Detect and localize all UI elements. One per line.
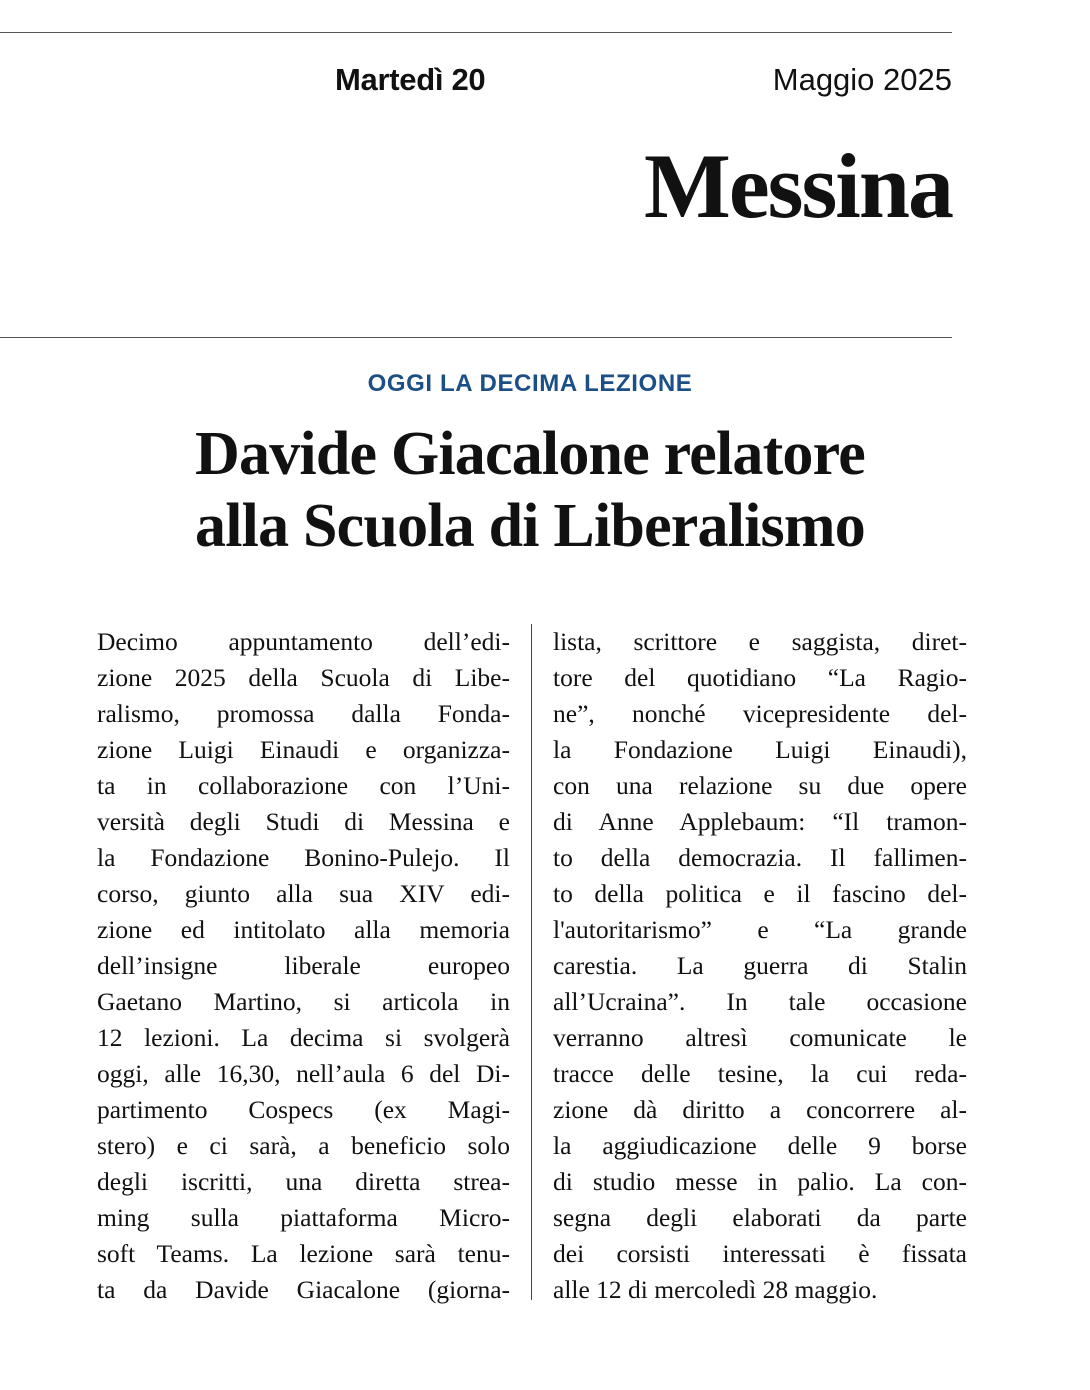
text-line: di Anne Applebaum: “Il tramon- xyxy=(553,807,967,836)
section-title: Messina xyxy=(644,135,952,237)
text-line: verranno altresì comunicate le xyxy=(553,1023,967,1052)
text-line: lista, scrittore e saggista, diret- xyxy=(553,627,967,656)
text-line: Decimo appuntamento dell’edi- xyxy=(97,627,510,656)
text-line: oggi, alle 16,30, nell’aula 6 del Di- xyxy=(97,1059,510,1088)
headline-line: alla Scuola di Liberalismo xyxy=(195,492,865,560)
text-line: ralismo, promossa dalla Fonda- xyxy=(97,699,510,728)
top-rule xyxy=(0,32,952,33)
text-line: corso, giunto alla sua XIV edi- xyxy=(97,879,510,908)
text-line: carestia. La guerra di Stalin xyxy=(553,951,967,980)
text-line: zione Luigi Einaudi e organizza- xyxy=(97,735,510,764)
text-line: 12 lezioni. La decima si svolgerà xyxy=(97,1023,510,1052)
article-column-right xyxy=(553,624,967,1308)
text-line: dell’insigne liberale europeo xyxy=(97,951,510,980)
text-line: zione 2025 della Scuola di Libe- xyxy=(97,663,510,692)
text-line: Gaetano Martino, si articola in xyxy=(97,987,510,1016)
article-column-left xyxy=(97,624,510,1308)
text-line: versità degli Studi di Messina e xyxy=(97,807,510,836)
text-line: soft Teams. La lezione sarà tenu- xyxy=(97,1239,510,1268)
text-line: all’Ucraina”. In tale occasione xyxy=(553,987,967,1016)
text-line: partimento Cospecs (ex Magi- xyxy=(97,1095,510,1124)
text-line: ta da Davide Giacalone (giorna- xyxy=(97,1275,510,1304)
text-line: dei corsisti interessati è fissata xyxy=(553,1239,967,1268)
text-line: ne”, nonché vicepresidente del- xyxy=(553,699,967,728)
text-line: to della democrazia. Il fallimen- xyxy=(553,843,967,872)
text-line: la Fondazione Luigi Einaudi), xyxy=(553,735,967,764)
column-divider xyxy=(531,624,532,1300)
text-line: tore del quotidiano “La Ragio- xyxy=(553,663,967,692)
text-line: to della politica e il fascino del- xyxy=(553,879,967,908)
text-line: segna degli elaborati da parte xyxy=(553,1203,967,1232)
article-kicker: OGGI LA DECIMA LEZIONE xyxy=(367,370,693,397)
text-line: alle 12 di mercoledì 28 maggio. xyxy=(553,1275,878,1304)
text-line: con una relazione su due opere xyxy=(553,771,967,800)
date-day: Martedì 20 xyxy=(335,62,486,97)
text-line: ta in collaborazione con l’Uni- xyxy=(97,771,510,800)
section-rule xyxy=(0,337,952,338)
headline-line: Davide Giacalone relatore xyxy=(195,420,865,488)
text-line: ming sulla piattaforma Micro- xyxy=(97,1203,510,1232)
text-line: degli iscritti, una diretta strea- xyxy=(97,1167,510,1196)
text-line: la aggiudicazione delle 9 borse xyxy=(553,1131,967,1160)
text-line: stero) e ci sarà, a beneficio solo xyxy=(97,1131,510,1160)
text-line: zione dà diritto a concorrere al- xyxy=(553,1095,967,1124)
text-line: tracce delle tesine, la cui reda- xyxy=(553,1059,967,1088)
text-line: di studio messe in palio. La con- xyxy=(553,1167,967,1196)
article-headline xyxy=(0,418,1060,562)
date-month: Maggio 2025 xyxy=(772,62,952,97)
text-line: l'autoritarismo” e “La grande xyxy=(553,915,967,944)
text-line: la Fondazione Bonino-Pulejo. Il xyxy=(97,843,510,872)
text-line: zione ed intitolato alla memoria xyxy=(97,915,510,944)
